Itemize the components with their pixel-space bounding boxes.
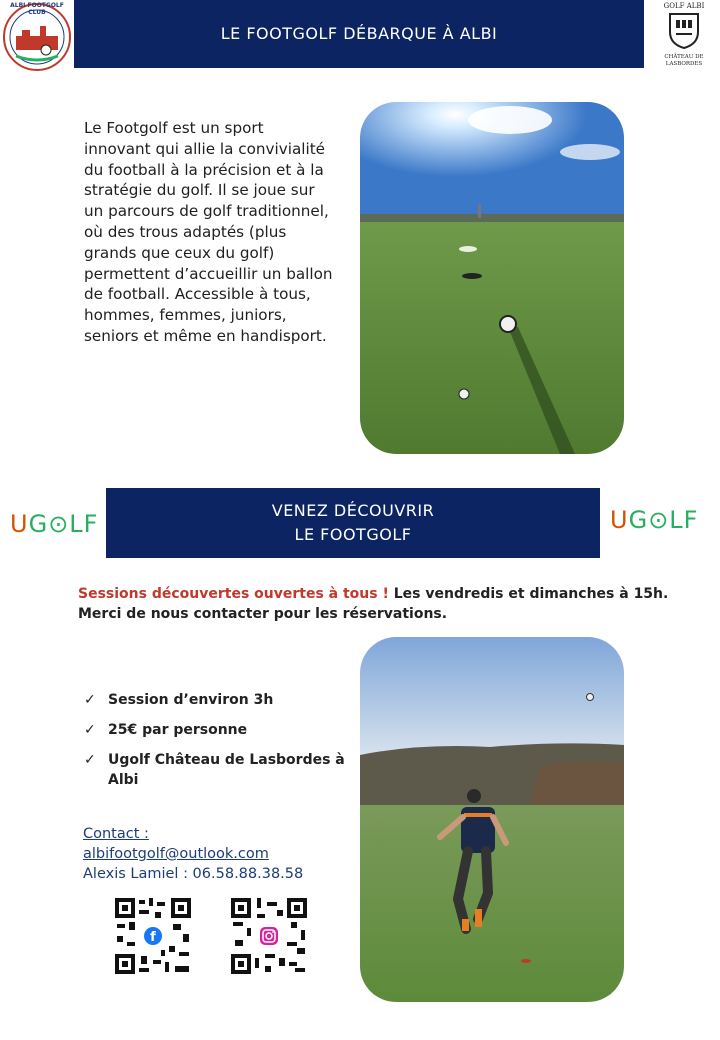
list-item-text: Session d’environ 3h: [108, 692, 274, 708]
sessions-highlight: Sessions découvertes ouvertes à tous !: [78, 586, 389, 602]
instagram-qr-code[interactable]: [229, 896, 309, 976]
golf-logo-bottom-text: CHÂTEAU DE LASBORDES: [664, 54, 704, 67]
sessions-info: [78, 584, 678, 624]
golf-ball-icon: ⊙: [48, 510, 70, 538]
check-icon: ✓: [84, 752, 96, 768]
contact-email-link[interactable]: albifootgolf@outlook.com: [83, 846, 269, 862]
ugolf-logo-left: [10, 510, 98, 538]
intro-paragraph: Le Footgolf est un sport innovant qui allie la convivialité du football à la précision et à la stratégie du golf. Il se joue sur un parcours de golf traditionnel, où des trous adaptés (plus grands que ceux du golf) permettent d’accueillir un ballon de football. Accessible à tous, hommes, femmes, juniors, seniors et même en handisport.: [84, 119, 333, 345]
checklist: [84, 690, 354, 800]
ugolf-logo-right: [610, 506, 698, 534]
club-logo-text: ALBI FOOTGOLF CLUB: [10, 2, 64, 16]
svg-text:f: f: [150, 930, 156, 945]
list-item: [84, 720, 354, 740]
contact-block: [83, 824, 353, 884]
ugolf-u: U: [10, 510, 29, 538]
cta-line-1: VENEZ DÉCOUVRIR: [271, 501, 435, 520]
check-icon: ✓: [84, 722, 96, 738]
list-item-text: Ugolf Château de Lasbordes à Albi: [108, 752, 345, 788]
cta-banner: [106, 488, 600, 558]
golf-ball-icon: ⊙: [648, 506, 670, 534]
list-item-text: 25€ par personne: [108, 722, 248, 738]
ugolf-rest: LF: [669, 506, 699, 534]
ugolf-g: G: [628, 506, 649, 534]
ugolf-g: G: [28, 510, 49, 538]
list-item: [84, 690, 354, 710]
contact-phone: Alexis Lamiel : 06.58.88.38.58: [83, 866, 304, 882]
golf-albi-logo: [650, 2, 718, 78]
cta-line-2: LE FOOTGOLF: [294, 525, 412, 544]
ugolf-rest: LF: [69, 510, 99, 538]
facebook-qr-code[interactable]: [113, 896, 193, 976]
ugolf-u: U: [610, 506, 629, 534]
footgolf-course-photo: [360, 102, 624, 454]
contact-label: Contact :: [83, 826, 149, 842]
list-item: [84, 750, 354, 790]
golf-logo-top-text: GOLF ALBI: [663, 2, 705, 10]
footgolf-player-photo: [360, 637, 624, 1002]
sessions-text: Les vendredis et dimanches à 15h. Merci de nous contacter pour les réservations.: [78, 586, 669, 622]
page-title: LE FOOTGOLF DÉBARQUE À ALBI: [74, 0, 644, 68]
check-icon: ✓: [84, 692, 96, 708]
